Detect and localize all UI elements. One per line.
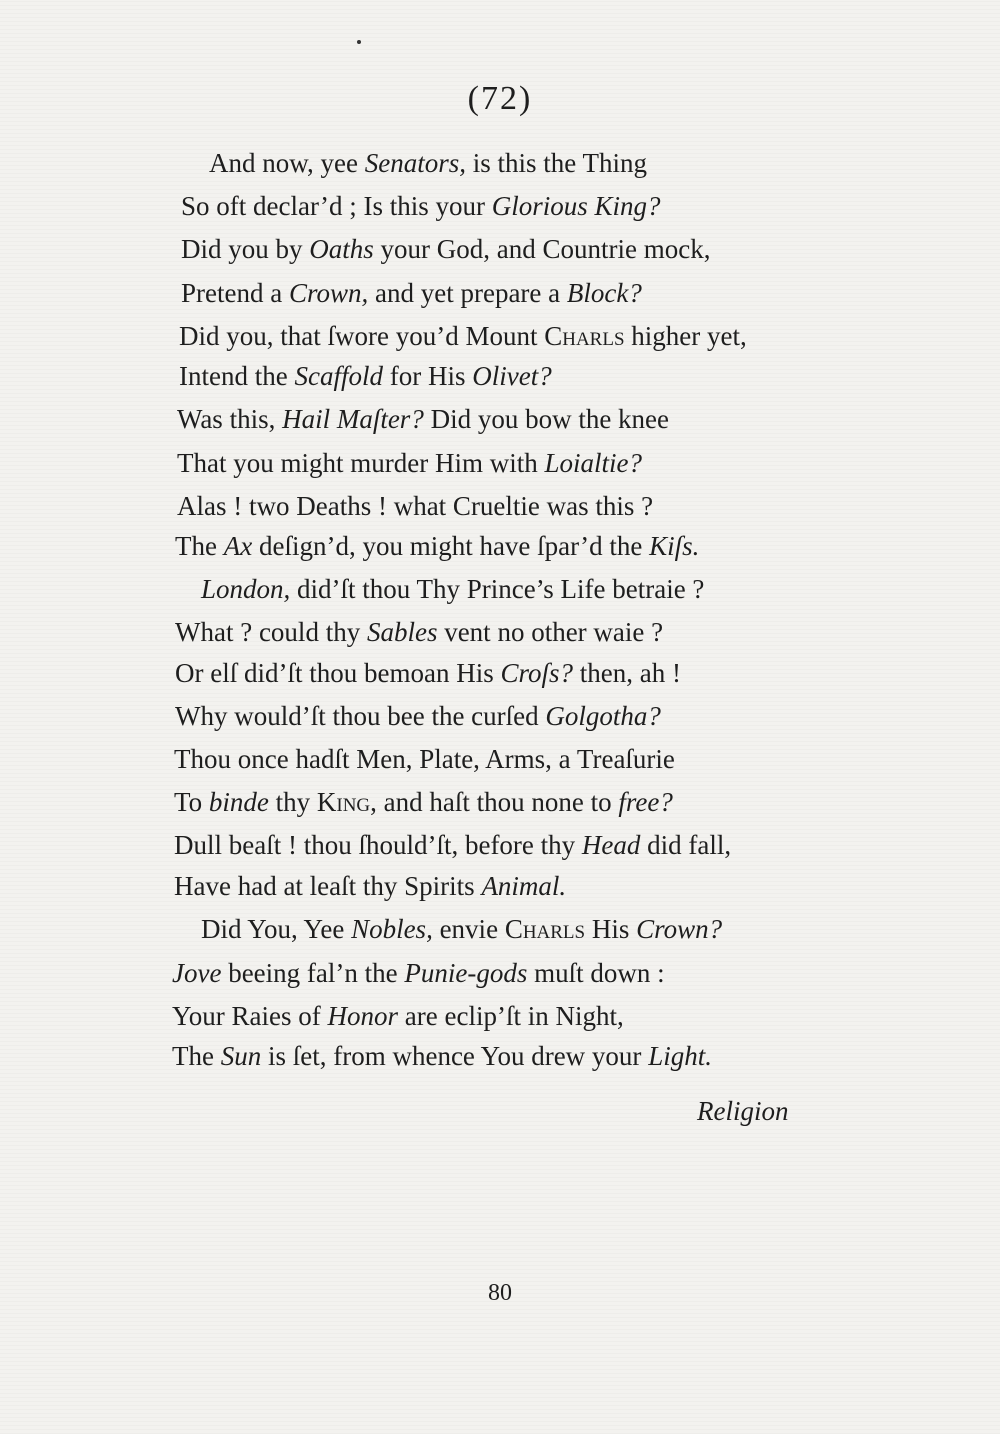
line-text: That you might murder Him with xyxy=(177,448,545,478)
italic-word: Punie-gods xyxy=(404,958,528,988)
italic-word: Oaths xyxy=(309,234,374,264)
italic-word: Block? xyxy=(566,278,642,308)
line-text: Did You, Yee xyxy=(201,914,352,944)
italic-word: London, xyxy=(201,574,291,604)
line-text: is ſet, from whence You drew your xyxy=(261,1041,649,1071)
small-caps-name: Charls xyxy=(544,321,625,351)
italic-word: Crown, xyxy=(288,278,369,308)
italic-word: Croſs? xyxy=(500,658,573,688)
poem-line xyxy=(201,916,722,943)
line-text: Or elſ did’ſt thou bemoan His xyxy=(175,658,501,688)
line-text: did fall, xyxy=(640,830,732,860)
italic-word: Loialtie? xyxy=(544,448,642,478)
line-text: envie xyxy=(432,914,505,944)
catchword: Religion xyxy=(697,1096,789,1126)
line-text: To xyxy=(174,787,209,817)
line-text: vent no other waie ? xyxy=(437,617,664,647)
line-text: are eclip’ſt in Night, xyxy=(398,1001,624,1031)
poem-line xyxy=(172,1003,624,1030)
italic-word: Head xyxy=(581,830,641,860)
line-text: Was this, xyxy=(177,404,283,434)
italic-word: Jove xyxy=(172,958,222,988)
line-text: Did you bow the knee xyxy=(423,404,670,434)
italic-word: Light. xyxy=(648,1041,712,1071)
italic-word: Hail Maſter? xyxy=(282,404,424,434)
poem-line xyxy=(177,493,653,520)
line-text: did’ſt thou Thy Prince’s Life betraie ? xyxy=(290,574,705,604)
poem-line xyxy=(174,789,673,816)
poem-line xyxy=(181,193,660,220)
line-text: Why would’ſt thou bee the curſed xyxy=(175,701,546,731)
ink-speck xyxy=(357,40,361,44)
italic-word: Animal. xyxy=(481,871,567,901)
line-text: Your Raies of xyxy=(172,1001,328,1031)
italic-word: Sables xyxy=(366,617,438,647)
line-text: Did you by xyxy=(181,234,310,264)
italic-word: Ax xyxy=(223,531,253,561)
italic-word: Nobles, xyxy=(351,914,433,944)
line-text: thy xyxy=(268,787,317,817)
poem-line xyxy=(181,236,710,263)
poem-line xyxy=(181,280,642,307)
poem-line xyxy=(175,660,681,687)
poem-line xyxy=(177,450,642,477)
poem-line xyxy=(172,960,665,987)
italic-word: Senators, xyxy=(364,148,466,178)
line-text: , and haſt thou none to xyxy=(370,787,619,817)
line-text: beeing fal’n the xyxy=(221,958,405,988)
poem-line xyxy=(209,150,647,177)
line-text: Dull beaſt ! thou ſhould’ſt, before thy xyxy=(174,830,582,860)
italic-word: Kiſs. xyxy=(649,531,700,561)
italic-word: Golgotha? xyxy=(545,701,661,731)
line-text: your God, and Countrie mock, xyxy=(373,234,711,264)
line-text: The xyxy=(175,531,224,561)
italic-word: Crown? xyxy=(636,914,723,944)
poem-line xyxy=(201,576,704,603)
italic-word: binde xyxy=(208,787,269,817)
line-text: and yet prepare a xyxy=(368,278,567,308)
poem-line xyxy=(174,746,675,773)
line-text: What ? could thy xyxy=(175,617,367,647)
poem-line xyxy=(179,323,747,350)
small-caps-name: King xyxy=(316,787,371,817)
italic-word: Glorious King? xyxy=(491,191,661,221)
line-text: higher yet, xyxy=(624,321,747,351)
line-text: Did you, that ſwore you’d Mount xyxy=(179,321,545,351)
italic-word: Honor xyxy=(327,1001,399,1031)
line-text: Have had at leaſt thy Spirits xyxy=(174,871,482,901)
line-text: is this the Thing xyxy=(465,148,647,178)
line-text: Alas ! two Deaths ! what Crueltie was this ? xyxy=(177,491,654,521)
line-text: then, ah ! xyxy=(572,658,681,688)
line-text: Pretend a xyxy=(181,278,289,308)
poem-line xyxy=(179,363,552,390)
poem-line xyxy=(174,873,566,900)
line-text: muſt down : xyxy=(527,958,665,988)
poem-line xyxy=(175,619,663,646)
line-text: His xyxy=(585,914,637,944)
poem-line xyxy=(174,832,731,859)
poem-line xyxy=(177,406,669,433)
page-header-number: (72) xyxy=(467,80,533,117)
poem-line xyxy=(175,703,661,730)
italic-word: free? xyxy=(618,787,673,817)
italic-word: Scaffold xyxy=(294,361,383,391)
italic-word: Olivet? xyxy=(472,361,552,391)
folio-number: 80 xyxy=(488,1280,512,1306)
poem-line xyxy=(172,1043,712,1070)
italic-word: Sun xyxy=(220,1041,262,1071)
line-text: Thou once hadſt Men, Plate, Arms, a Treaſurie xyxy=(174,744,675,774)
line-text: And now, yee xyxy=(209,148,365,178)
line-text: for His xyxy=(382,361,473,391)
line-text: deſign’d, you might have ſpar’d the xyxy=(252,531,650,561)
line-text: So oft declar’d ; Is this your xyxy=(181,191,492,221)
small-caps-name: Charls xyxy=(504,914,586,944)
line-text: The xyxy=(172,1041,221,1071)
poem-line xyxy=(175,533,699,560)
line-text: Intend the xyxy=(179,361,295,391)
